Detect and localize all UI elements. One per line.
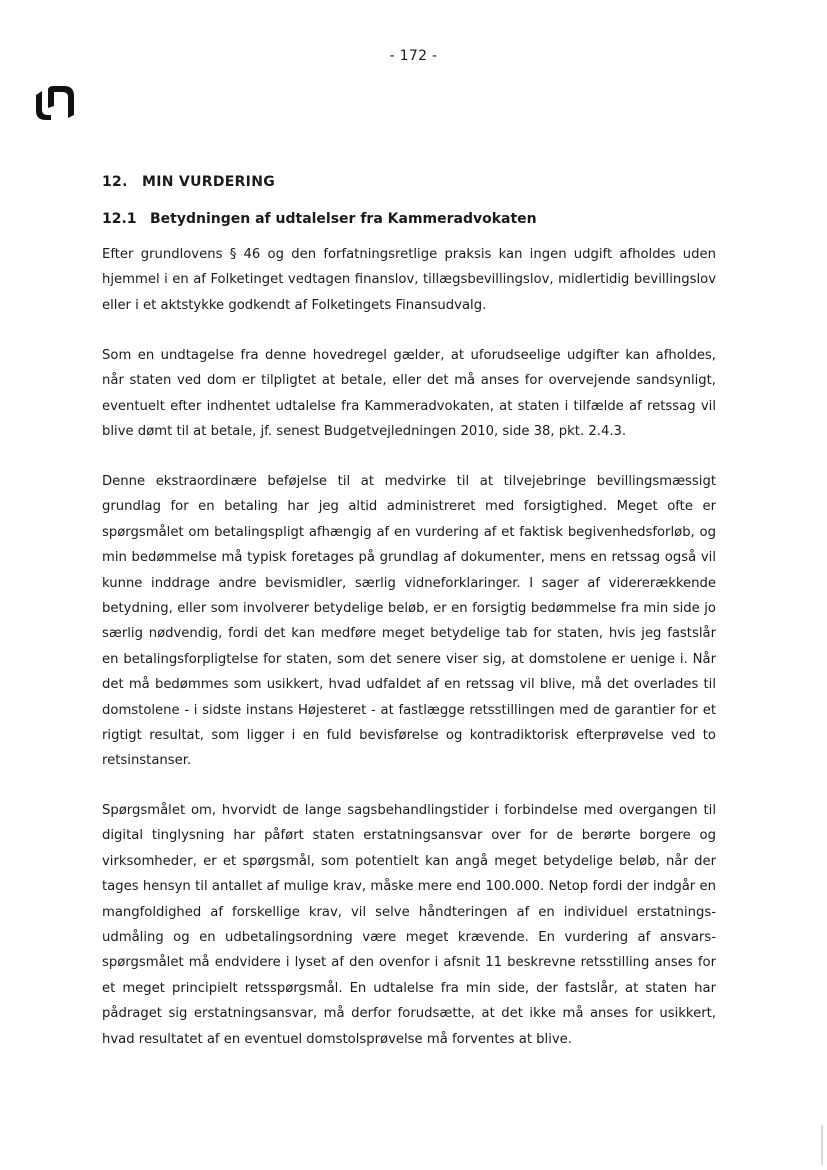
subsection-number: 12.1 — [102, 211, 137, 227]
section-title: MIN VURDERING — [142, 174, 275, 190]
subsection-title: Betydningen af udtalelser fra Kammeradvokaten — [150, 211, 537, 227]
section-heading — [102, 174, 275, 190]
paragraph-1: Efter grundlovens § 46 og den forfatningsretlige praksis kan ingen udgift afholdes uden hjemmel i en af Folketinget vedtagen finanslov, tillægsbevillingslov, midlertidig bevillingslov eller i et aktstykke godkendt af Folketingets Finansudvalg. — [102, 247, 716, 313]
page-number: - 172 - — [389, 48, 438, 64]
scan-edge-mark — [821, 1125, 823, 1165]
section-number: 12. — [102, 174, 128, 190]
subsection-heading — [102, 211, 537, 227]
paragraph-4: Spørgsmålet om, hvorvidt de lange sagsbehandlingstider i forbindelse med overgangen til digital tinglysning har påført staten erstatningsansvar over for de berørte borgere og virksomheder, er et spørgsmål, som potentielt kan angå meget betydelige beløb, når der tages hensyn til antallet af mulige krav, måske mere end 100.000. Netop fordi der indgår en mangfoldighed af forskellige krav, vil selve håndteringen af en individuel erstatningsudmåling og en udbetalingsordning være meget krævende. En vurdering af ansvarsspørgsmålet må endvidere i lyset af den ovenfor i afsnit 11 beskrevne retsstilling anses for et meget principielt retsspørgsmål. En udtalelse fra min side, der fastslår, at staten har pådraget sig erstatningsansvar, må derfor forudsætte, at det ikke må anses for usikkert, hvad resultatet af en eventuel domstolsprøvelse må forventes at blive. — [102, 803, 716, 1047]
institution-logo-icon — [34, 86, 76, 120]
paragraph-3: Denne ekstraordinære beføjelse til at medvirke til at tilvejebringe bevillingsmæssigt grundlag for en betaling har jeg altid administreret med forsigtighed. Meget ofte er spørgsmålet om betalingspligt afhængig af en vurdering af et faktisk begivenhedsforløb, og min bedømmelse må typisk foretages på grundlag af dokumenter, mens en retssag også vil kunne inddrage andre bevismidler, særlig vidneforklaringer. I sager af vidererækkende betydning, eller som involverer betydelige beløb, er en forsigtig bedømmelse fra min side jo særlig nødvendig, fordi det kan medføre meget betydelige tab for staten, hvis jeg fastslår en betalingsforpligtelse for staten, som det senere viser sig, at domstolene er uenige i. Når det må bedømmes som usikkert, hvad udfaldet af en retssag vil blive, må det overlades til domstolene - i sidste instans Højesteret - at fastlægge retsstillingen med de garantier for et rigtigt resultat, som ligger i en fuld bevisførelse og kontradiktorisk efterprøvelse ved to retsinstanser. — [102, 474, 716, 769]
paragraph-2: Som en undtagelse fra denne hovedregel gælder, at uforudseelige udgifter kan afholdes, når staten ved dom er tilpligtet at betale, eller det må anses for overvejende sandsynligt, eventuelt efter indhentet udtalelse fra Kammeradvokaten, at staten i tilfælde af retssag vil blive dømt til at betale, jf. senest Budgetvejledningen 2010, side 38, pkt. 2.4.3. — [102, 348, 716, 440]
